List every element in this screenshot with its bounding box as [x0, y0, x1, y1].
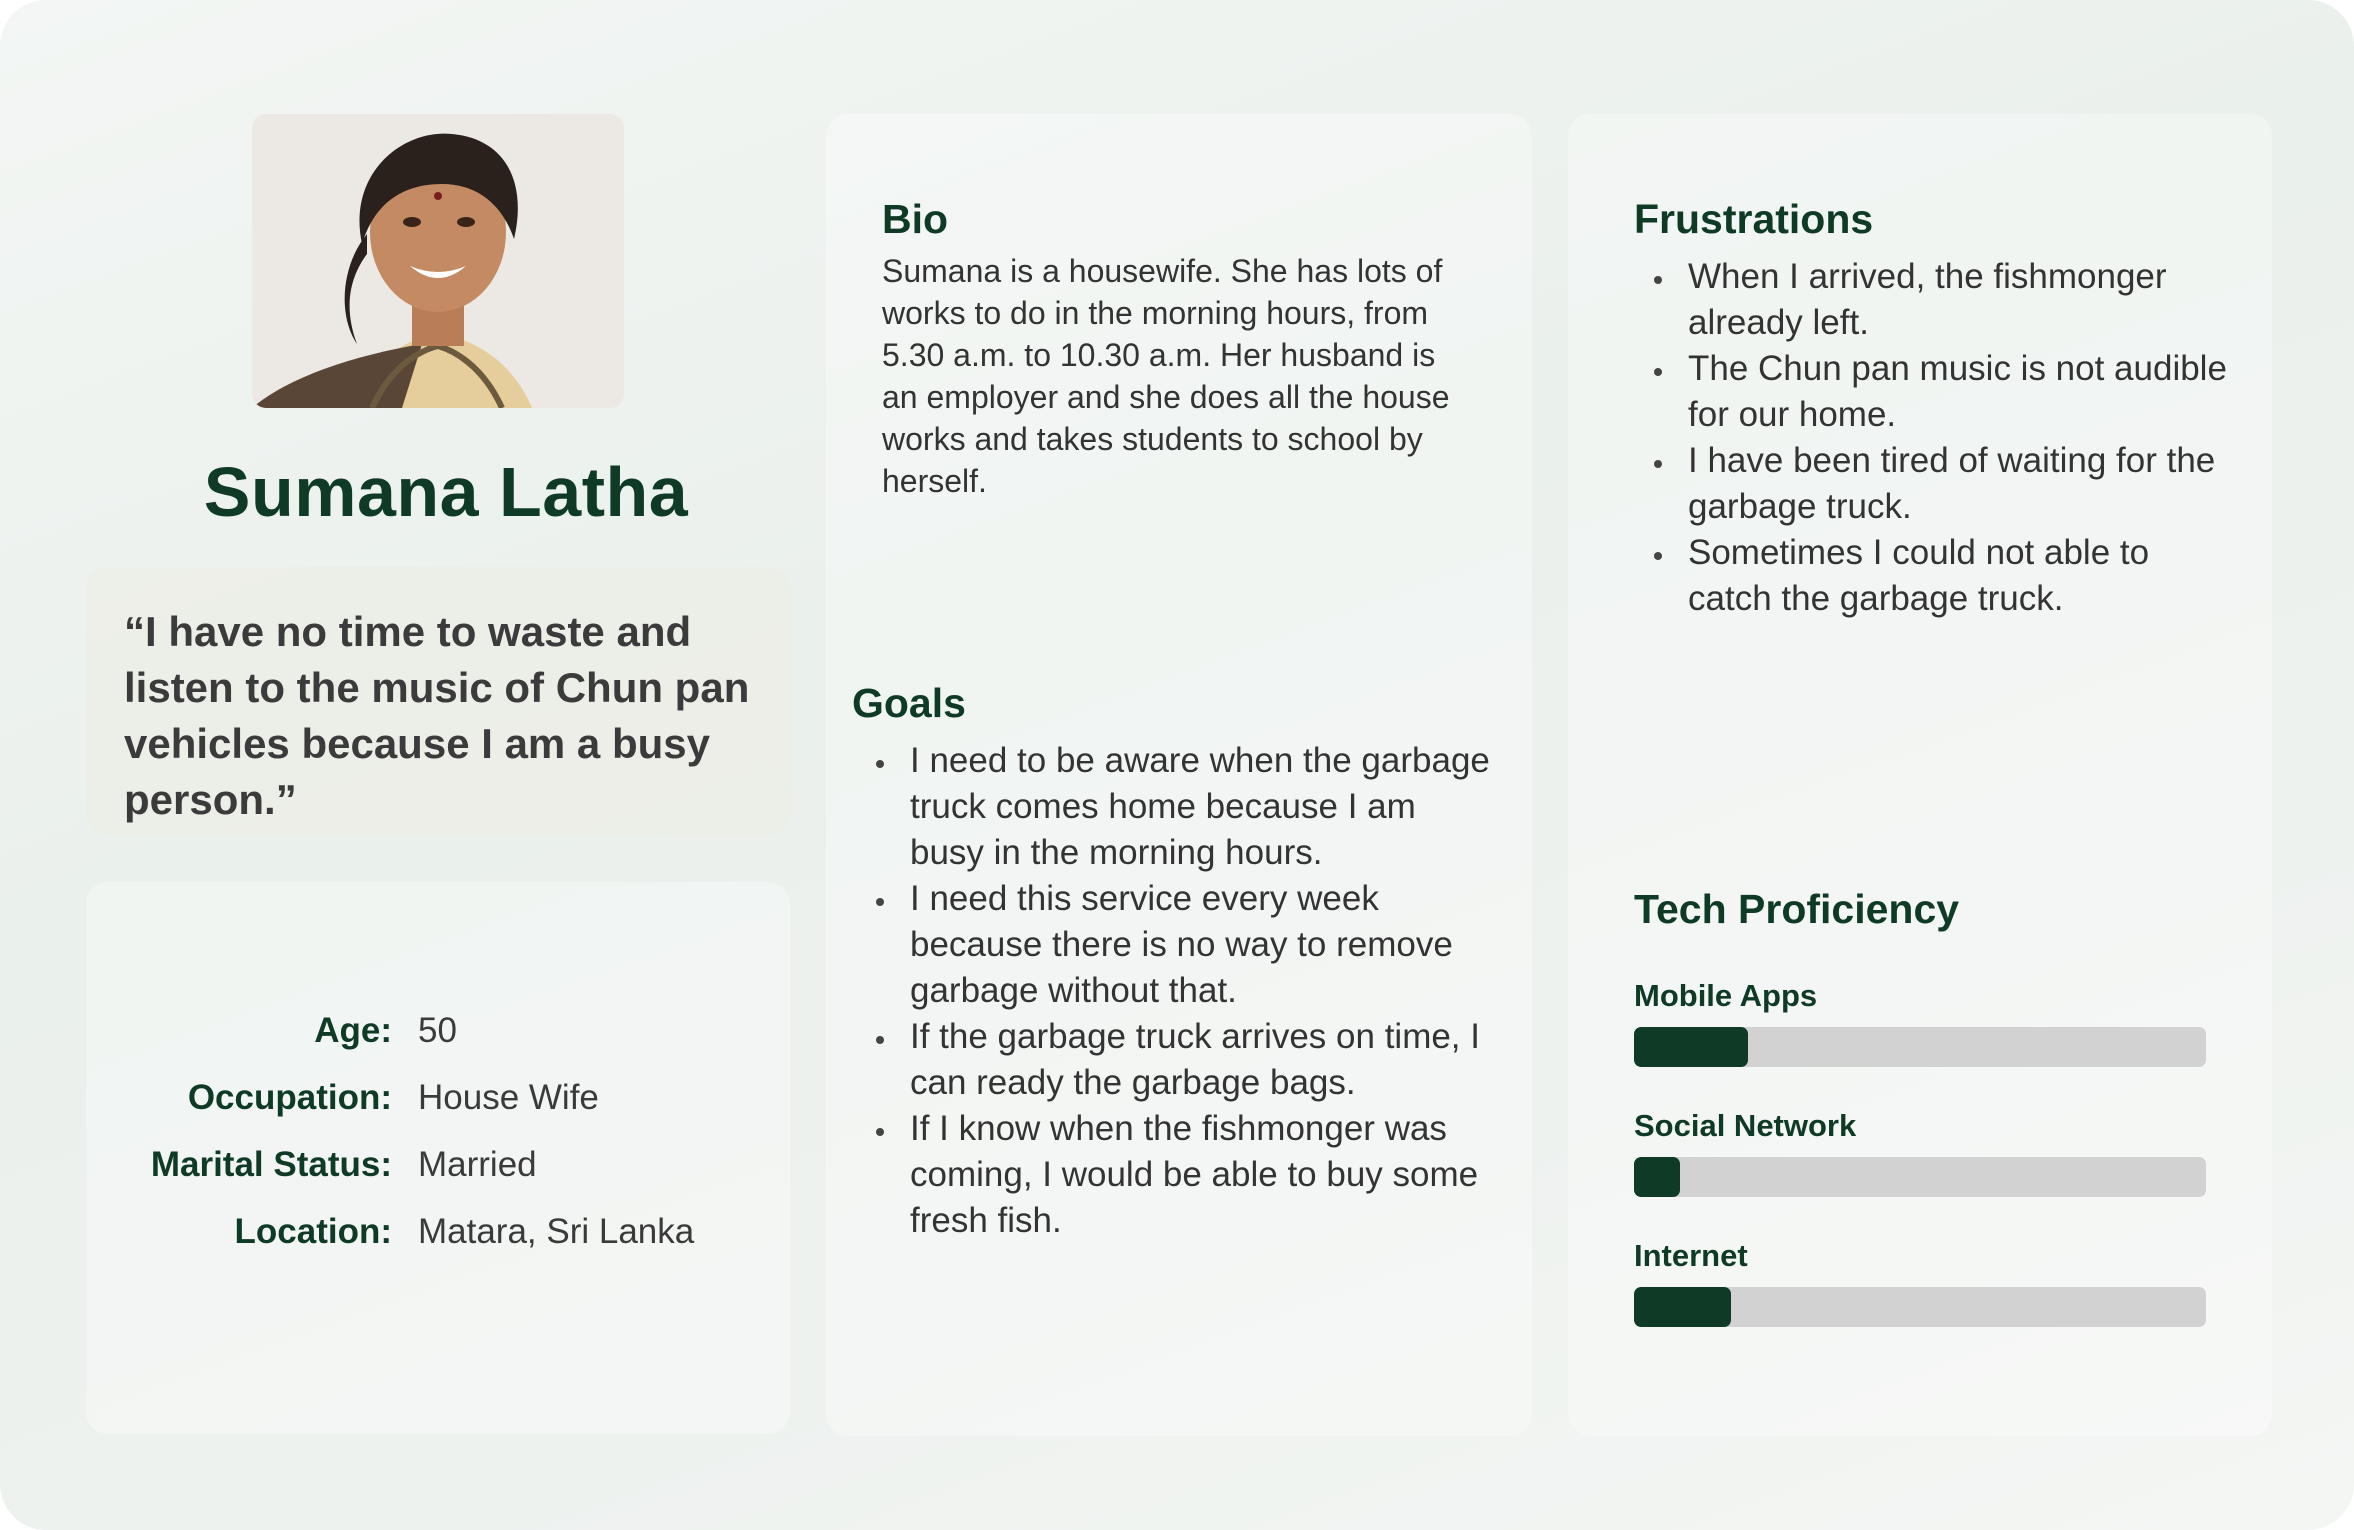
persona-name: Sumana Latha [203, 453, 689, 531]
info-label: Location: [234, 1212, 392, 1251]
frustrations-heading: Frustrations [1634, 196, 1874, 242]
frustration-item: When I arrived, the fishmonger already left. [1632, 254, 2232, 346]
info-value: House Wife [418, 1078, 599, 1117]
frustrations-list [1632, 254, 2232, 622]
skill-label-social-network: Social Network [1634, 1108, 1857, 1143]
frustration-item: Sometimes I could not able to catch the garbage truck. [1632, 530, 2232, 622]
info-value: Matara, Sri Lanka [418, 1212, 695, 1251]
skill-bar-internet [1634, 1287, 2206, 1327]
tech-heading: Tech Proficiency [1634, 886, 1960, 932]
skill-label-internet: Internet [1634, 1238, 1748, 1273]
persona-quote: “I have no time to waste and listen to the music of Chun pan vehicles because I am a busy person.” [124, 608, 750, 823]
info-value: 50 [418, 1011, 457, 1050]
skill-bar-fill [1634, 1287, 1731, 1327]
skill-bar-fill [1634, 1157, 1680, 1197]
skill-bar-fill [1634, 1027, 1748, 1067]
persona-photo [252, 114, 624, 408]
frustration-item: The Chun pan music is not audible for our home. [1632, 346, 2232, 438]
info-label: Age: [314, 1011, 392, 1050]
info-label: Marital Status: [150, 1145, 392, 1184]
goal-item: If I know when the fishmonger was coming, I would be able to buy some fresh fish. [854, 1106, 1494, 1244]
goal-item: I need to be aware when the garbage truck comes home because I am busy in the morning hours. [854, 738, 1494, 876]
bio-text: Sumana is a housewife. She has lots of works to do in the morning hours, from 5.30 a.m. to 10.30 a.m. Her husband is an employer and she does all the house works and takes students to school by herself. [882, 253, 1450, 499]
info-value: Married [418, 1145, 537, 1184]
goal-item: I need this service every week because there is no way to remove garbage without that. [854, 876, 1494, 1014]
goals-list [854, 738, 1494, 1244]
portrait-image [252, 114, 624, 408]
frustration-item: I have been tired of waiting for the garbage truck. [1632, 438, 2232, 530]
info-label: Occupation: [187, 1078, 392, 1117]
bio-heading: Bio [882, 196, 949, 242]
skill-bar-mobile-apps [1634, 1027, 2206, 1067]
skill-label-mobile-apps: Mobile Apps [1634, 978, 1818, 1013]
goals-heading: Goals [852, 680, 966, 726]
skill-bar-social-network [1634, 1157, 2206, 1197]
goal-item: If the garbage truck arrives on time, I can ready the garbage bags. [854, 1014, 1494, 1106]
